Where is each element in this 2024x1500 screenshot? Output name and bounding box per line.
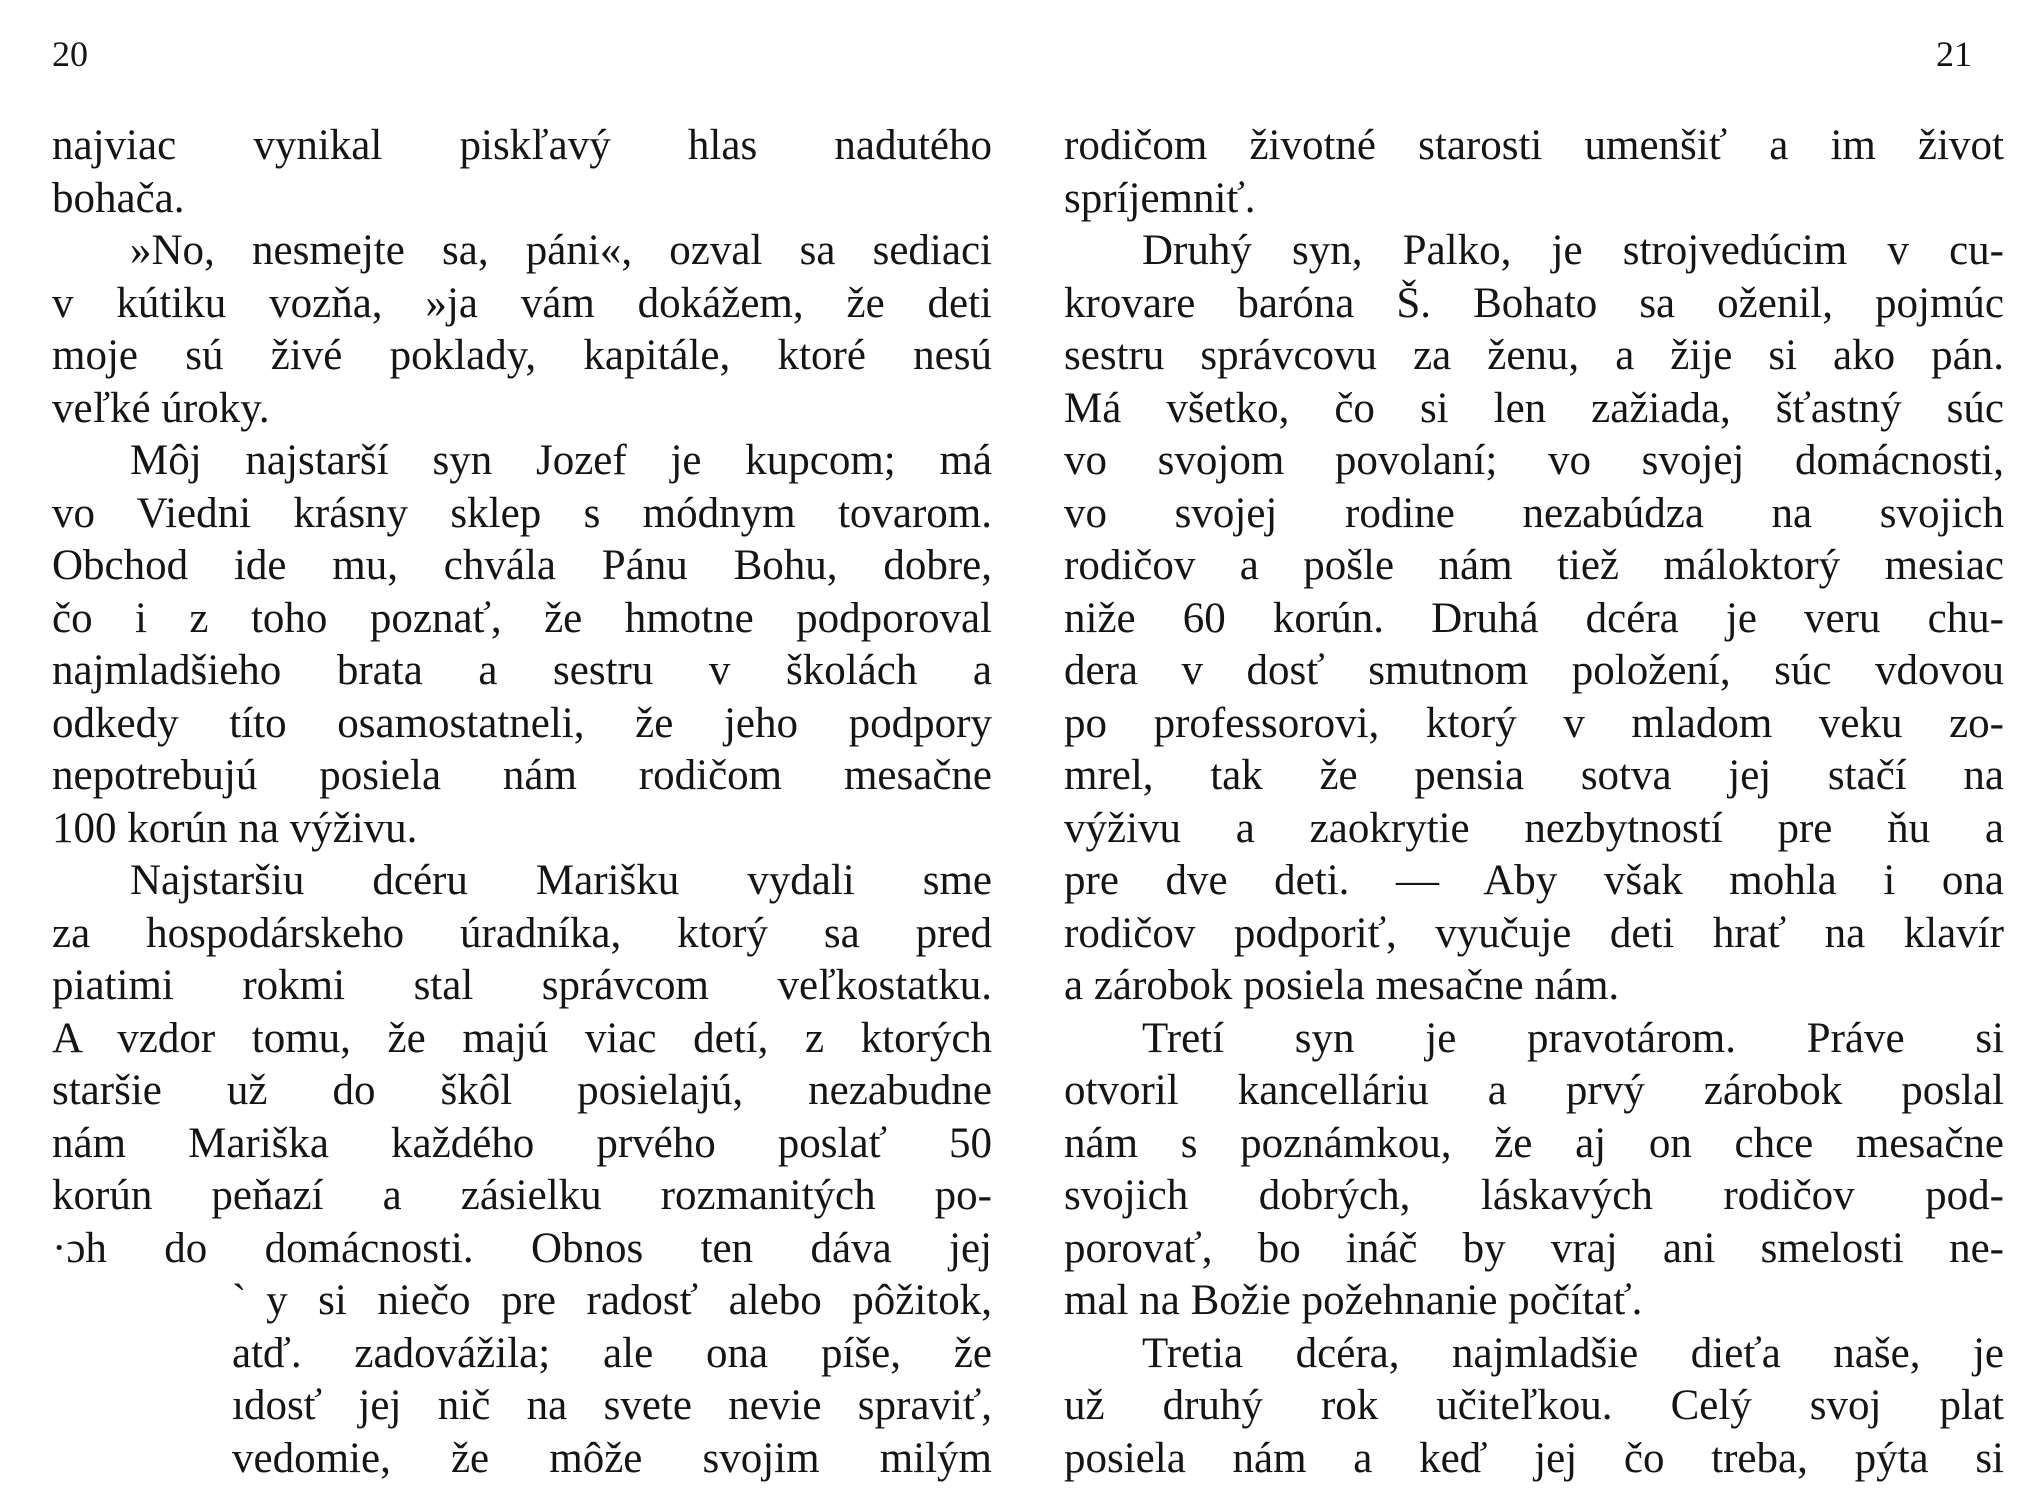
text-line: »No, nesmejte sa, páni«, ozval sa sediaci xyxy=(130,227,992,274)
text-line: porovať, bo ináč by vraj ani smelosti ne- xyxy=(1064,1224,2004,1272)
text-line: nám s poznámkou, že aj on chce mesačne xyxy=(1064,1119,2004,1167)
text-line: otvoril kancelláriu a prvý zárobok poslal xyxy=(1064,1067,2004,1114)
text-line: v kútiku vozňa, »ja vám dokážem, že deti xyxy=(52,279,992,327)
text-line: bohača. xyxy=(52,174,185,222)
text-line: rodičov a pošle nám tiež máloktorý mesiac xyxy=(1064,542,2004,589)
text-line: korún peňazí a zásielku rozmanitých po- xyxy=(52,1172,992,1219)
text-line: svojich dobrých, láskavých rodičov pod- xyxy=(1064,1172,2004,1219)
text-line: krovare baróna Š. Bohato sa oženil, pojmúc xyxy=(1064,279,2004,327)
text-line: veľké úroky. xyxy=(52,384,270,432)
text-line: Tretí syn je pravotárom. Práve si xyxy=(1142,1014,2004,1062)
left-page-number: 20 xyxy=(52,34,88,74)
text-line: Má všetko, čo si len zažiada, šťastný súc xyxy=(1064,384,2004,432)
text-line: odkedy títo osamostatneli, že jeho podpory xyxy=(52,699,992,747)
text-line: spríjemniť. xyxy=(1064,174,1256,222)
text-line: za hospodárskeho úradníka, ktorý sa pred xyxy=(52,909,992,957)
text-line: nepotrebujú posiela nám rodičom mesačne xyxy=(52,752,992,799)
text-line: staršie už do škôl posielajú, nezabudne xyxy=(52,1067,992,1114)
text-line: po professorovi, ktorý v mladom veku zo- xyxy=(1064,699,2004,747)
text-line: dera v dosť smutnom položení, súc vdovou xyxy=(1064,647,2004,694)
text-line: A vzdor tomu, že majú viac detí, z ktorých xyxy=(52,1014,992,1062)
text-line: mal na Božie požehnanie počítať. xyxy=(1064,1277,1643,1324)
text-line: vo svojej rodine nezabúdza na svojich xyxy=(1064,489,2004,537)
right-page-text xyxy=(1064,120,2004,1485)
text-line: a zárobok posiela mesačne nám. xyxy=(1064,962,1620,1009)
text-line: moje sú živé poklady, kapitále, ktoré nesú xyxy=(52,332,992,379)
text-line: posiela nám a keď jej čo treba, pýta si xyxy=(1064,1434,2004,1482)
text-line: Najstaršiu dcéru Marišku vydali sme xyxy=(130,857,992,904)
text-line: Druhý syn, Palko, je strojvedúcim v cu- xyxy=(1142,227,2004,274)
text-line: Obchod ide mu, chvála Pánu Bohu, dobre, xyxy=(52,542,992,589)
text-line: ˋy si niečo pre radosť alebo pôžitok, xyxy=(232,1277,992,1324)
text-line: ıdosť jej nič na svete nevie spraviť, xyxy=(232,1382,992,1429)
text-line: nám Mariška každého prvého poslať 50 xyxy=(52,1119,992,1167)
text-line: Tretia dcéra, najmladšie dieťa naše, je xyxy=(1142,1329,2004,1377)
right-page-number: 21 xyxy=(1936,34,1972,74)
text-line: atď. zadovážila; ale ona píše, že xyxy=(232,1329,992,1377)
text-line: vo svojom povolaní; vo svojej domácnosti, xyxy=(1064,437,2004,484)
text-line: najviac vynikal piskľavý hlas nadutého xyxy=(52,122,992,169)
text-line: piatimi rokmi stal správcom veľkostatku. xyxy=(52,962,992,1009)
text-line: ·ɔh do domácnosti. Obnos ten dáva jej xyxy=(52,1224,992,1272)
text-line: vo Viedni krásny sklep s módnym tovarom. xyxy=(52,489,992,537)
text-line: čo i z toho poznať, že hmotne podporoval xyxy=(52,594,992,642)
text-line: sestru správcovu za ženu, a žije si ako pán. xyxy=(1064,332,2004,379)
text-line: 100 korún na výživu. xyxy=(52,804,418,852)
text-line: mrel, tak že pensia sotva jej stačí na xyxy=(1064,752,2004,799)
text-line: už druhý rok učiteľkou. Celý svoj plat xyxy=(1064,1382,2004,1429)
text-line: najmladšieho brata a sestru v školách a xyxy=(52,647,992,694)
text-line: niže 60 korún. Druhá dcéra je veru chu- xyxy=(1064,594,2004,642)
text-line: vedomie, že môže svojim milým xyxy=(232,1434,992,1482)
text-line: rodičov podporiť, vyučuje deti hrať na klavír xyxy=(1064,909,2004,957)
text-line: Môj najstarší syn Jozef je kupcom; má xyxy=(130,437,992,484)
text-line: pre dve deti. — Aby však mohla i ona xyxy=(1064,857,2004,904)
left-page-text xyxy=(52,120,992,1485)
text-line: rodičom životné starosti umenšiť a im život xyxy=(1064,122,2004,169)
text-line: výživu a zaokrytie nezbytností pre ňu a xyxy=(1064,804,2004,852)
